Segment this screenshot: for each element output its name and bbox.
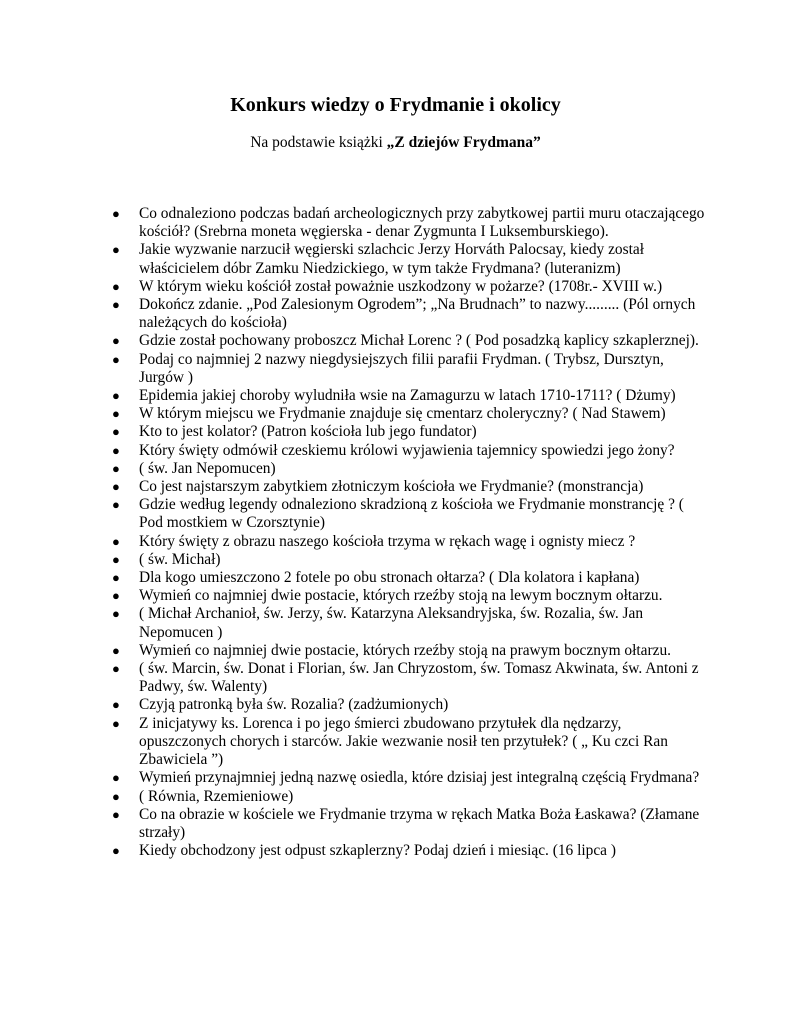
bullet-icon: ● [112, 588, 120, 604]
bullet-icon: ● [112, 406, 120, 422]
bullet-icon: ● [112, 551, 120, 567]
bullet-icon: ● [112, 770, 120, 786]
bullet-icon: ● [112, 424, 120, 440]
question-text: Gdzie według legendy odnaleziono skradzioną z kościoła we Frydmanie monstrancję ? ( Pod mostkiem w Czorsztynie) [139, 496, 684, 532]
bullet-icon: ● [112, 242, 120, 258]
question-text: Wymień co najmniej dwie postacie, których rzeźby stoją na prawym bocznym ołtarzu. [139, 641, 672, 659]
bullet-icon: ● [112, 206, 120, 221]
list-item [108, 423, 708, 441]
list-item [108, 696, 708, 714]
bullet-icon: ● [112, 788, 120, 804]
list-item [108, 533, 708, 551]
question-text: Kiedy obchodzony jest odpust szkaplerzny? Podaj dzień i miesiąc. (16 lipca ) [139, 842, 616, 860]
question-text: Co na obrazie w kościele we Frydmanie trzyma w rękach Matka Boża Łaskawa? (Złamane strzały) [139, 805, 700, 841]
question-text: Który święty z obrazu naszego kościoła trzyma w rękach wagę i ognisty miecz ? [139, 532, 636, 550]
list-item [108, 587, 708, 605]
page-title: Konkurs wiedzy o Frydmanie i okolicy [230, 94, 561, 116]
list-item [108, 478, 708, 496]
list-item [108, 351, 708, 387]
list-item [108, 496, 708, 532]
list-item [108, 205, 708, 241]
list-item [108, 605, 708, 641]
list-item [108, 806, 708, 842]
bullet-icon: ● [112, 661, 120, 677]
question-text: Dokończ zdanie. „Pod Zalesionym Ogrodem”; „Na Brudnach” to nazwy......... (Pól ornych należących do kościoła) [139, 296, 696, 332]
list-item [108, 715, 708, 770]
list-item [108, 296, 708, 332]
question-text: ( św. Michał) [139, 550, 221, 568]
question-text: ( św. Jan Nepomucen) [139, 459, 276, 477]
list-item [108, 569, 708, 587]
question-text: ( Równia, Rzemieniowe) [139, 787, 294, 805]
bullet-icon: ● [112, 533, 120, 549]
bullet-icon: ● [112, 388, 120, 404]
question-text: Kto to jest kolator? (Patron kościoła lub jego fundator) [139, 423, 477, 441]
list-item [108, 788, 708, 806]
bullet-icon: ● [112, 606, 120, 622]
question-text: Jakie wyzwanie narzucił węgierski szlachcic Jerzy Horváth Palocsay, kiedy został właścicielem dóbr Zamku Niedzickiego, w tym także Frydmana? (luteranizm) [139, 241, 644, 277]
bullet-icon: ● [112, 806, 120, 822]
question-text: ( św. Marcin, św. Donat i Florian, św. Jan Chryzostom, św. Tomasz Akwinata, św. Antoni z Padwy, św. Walenty) [139, 660, 699, 696]
list-item [108, 387, 708, 405]
list-item [108, 842, 708, 860]
book-title: „Z dziejów Frydmana” [386, 134, 541, 151]
bullet-icon: ● [112, 333, 120, 349]
list-item [108, 332, 708, 350]
list-item [108, 460, 708, 478]
list-item [108, 551, 708, 569]
bullet-icon: ● [112, 479, 120, 495]
question-text: Wymień co najmniej dwie postacie, których rzeźby stoją na lewym bocznym ołtarzu. [139, 587, 663, 605]
question-list [108, 205, 708, 860]
question-text: Z inicjatywy ks. Lorenca i po jego śmierci zbudowano przytułek dla nędzarzy, opuszczonych chorych i starców. Jakie wezwanie nosił ten przytułek? ( „ Ku czci Ran Zbawiciela ”) [139, 714, 668, 769]
bullet-icon: ● [112, 697, 120, 713]
question-text: Dla kogo umieszczono 2 fotele po obu stronach ołtarza? ( Dla kolatora i kapłana) [139, 569, 640, 587]
question-text: Który święty odmówił czeskiemu królowi wyjawienia tajemnicy spowiedzi jego żony? [139, 441, 675, 459]
question-text: Wymień przynajmniej jedną nazwę osiedla, które dzisiaj jest integralną częścią Frydmana? [139, 769, 700, 787]
question-text: Podaj co najmniej 2 nazwy niegdysiejszych filii parafii Frydman. ( Trybsz, Dursztyn, Jurgów ) [139, 350, 664, 386]
question-text: Gdzie został pochowany proboszcz Michał Lorenc ? ( Pod posadzką kaplicy szkaplerznej). [139, 332, 699, 350]
bullet-icon: ● [112, 642, 120, 658]
bullet-icon: ● [112, 297, 120, 313]
question-text: Co odnaleziono podczas badań archeologicznych przy zabytkowej partii muru otaczającego kościół? (Srebrna moneta węgierska - denar Zygmunta I Luksemburskiego). [139, 205, 705, 241]
question-text: Co jest najstarszym zabytkiem złotniczym kościoła we Frydmanie? (monstrancja) [139, 478, 644, 496]
bullet-icon: ● [112, 497, 120, 513]
bullet-icon: ● [112, 570, 120, 586]
list-item [108, 241, 708, 277]
bullet-icon: ● [112, 351, 120, 367]
bullet-icon: ● [112, 278, 120, 294]
question-text: W którym wieku kościół został poważnie uszkodzony w pożarze? (1708r.- XVIII w.) [139, 277, 663, 295]
list-item [108, 769, 708, 787]
list-item [108, 278, 708, 296]
question-text: Czyją patronką była św. Rozalia? (zadżumionych) [139, 696, 449, 714]
list-item [108, 642, 708, 660]
question-text: W którym miejscu we Frydmanie znajduje się cmentarz choleryczny? ( Nad Stawem) [139, 405, 666, 423]
question-text: Epidemia jakiej choroby wyludniła wsie na Zamagurzu w latach 1710-1711? ( Dżumy) [139, 387, 676, 405]
list-item [108, 405, 708, 423]
list-item [108, 660, 708, 696]
subtitle [0, 133, 791, 153]
subtitle-prefix: Na podstawie książki [250, 134, 387, 151]
list-item [108, 442, 708, 460]
bullet-icon: ● [112, 460, 120, 476]
bullet-icon: ● [112, 442, 120, 458]
question-text: ( Michał Archanioł, św. Jerzy, św. Katarzyna Aleksandryjska, św. Rozalia, św. Jan Nepomucen ) [139, 605, 644, 641]
bullet-icon: ● [112, 843, 120, 859]
bullet-icon: ● [112, 715, 120, 731]
